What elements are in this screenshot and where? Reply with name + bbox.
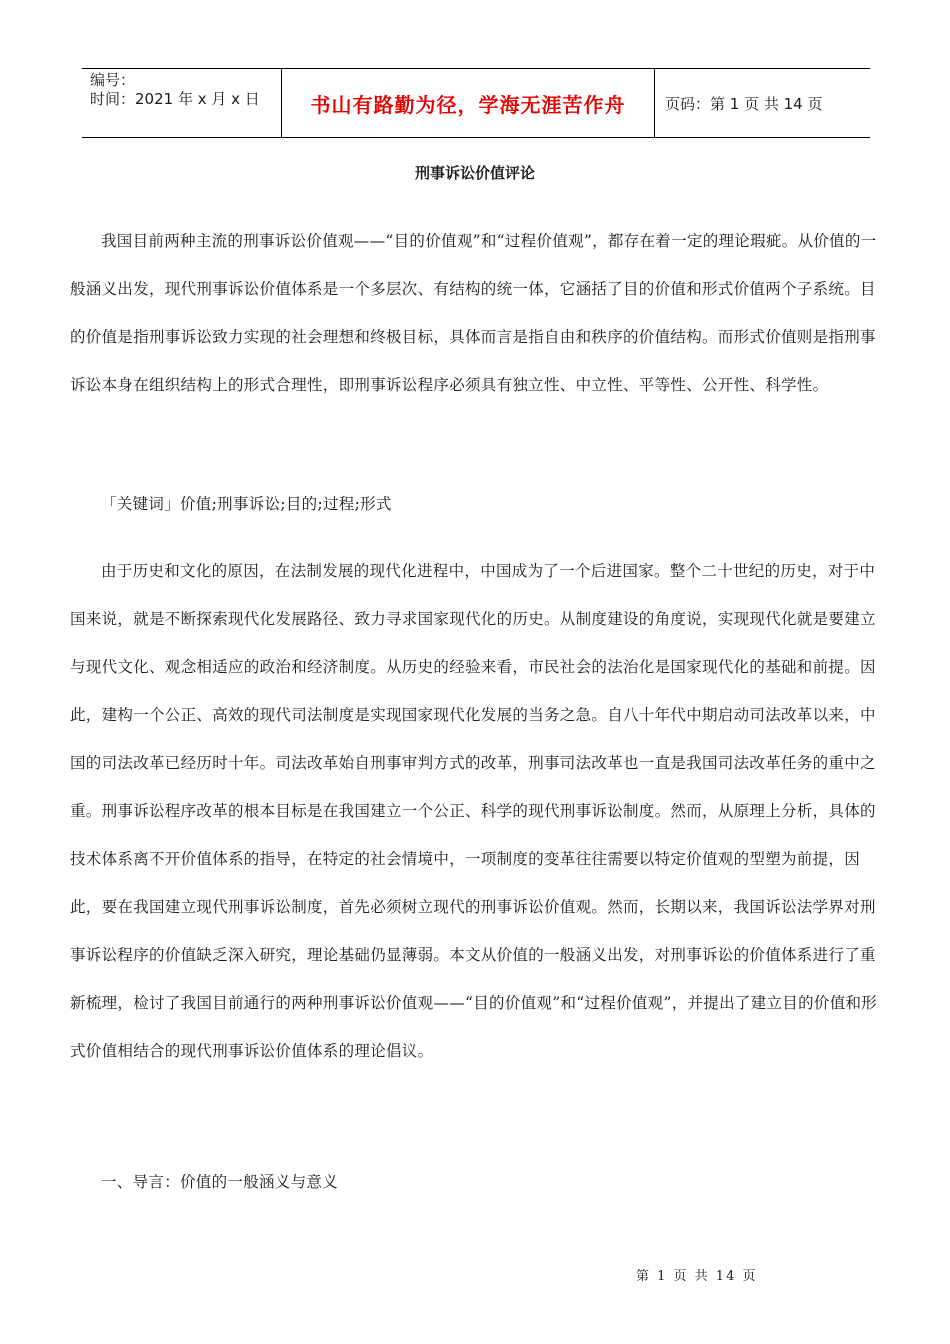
header-time-label: 时间：2021 年 x 月 x 日 [90,90,260,108]
intro-paragraph: 由于历史和文化的原因，在法制发展的现代化进程中，中国成为了一个后进国家。整个二十世纪的历史，对于中国来说，就是不断探索现代化发展路径、致力寻求国家现代化的历史。从制度建设的角度说，实现现代化就是要建立与现代文化、观念相适应的政治和经济制度。从历史的经验来看，市民社会的法治化是国家现代化的基础和前提。因此，建构一个公正、高效的现代司法制度是实现国家现代化发展的当务之急。自八十年代中期启动司法改革以来，中国的司法改革已经历时十年。司法改革始自刑事审判方式的改革，刑事司法改革也一直是我国司法改革任务的重中之重。刑事诉讼程序改革的根本目标是在我国建立一个公正、科学的现代刑事诉讼制度。然而，从原理上分析，具体的技术体系离不开价值体系的指导，在特定的社会情境中，一项制度的变革往往需要以特定价值观的型塑为前提，因此，要在我国建立现代刑事诉讼制度，首先必须树立现代的刑事诉讼价值观。然而，长期以来，我国诉讼法学界对刑事诉讼程序的价值缺乏深入研究，理论基础仍显薄弱。本文从价值的一般涵义出发，对刑事诉讼的价值体系进行了重新梳理，检讨了我国目前通行的两种刑事诉讼价值观——“目的价值观”和“过程价值观”，并提出了建立目的价值和形式价值相结合的现代刑事诉讼价值体系的理论倡议。 [70,562,878,1060]
header-page-info-cell [655,69,870,137]
keywords-block [70,480,878,528]
keywords-paragraph: 「关键词」价值;刑事诉讼;目的;过程;形式 [101,495,392,513]
section-heading: 一、导言：价值的一般涵义与意义 [101,1173,339,1191]
intro-block [70,547,878,1075]
header-page-info: 页码：第 1 页 共 14 页 [665,94,823,113]
abstract-block [70,217,878,409]
header-number-label: 编号： [90,71,136,89]
document-header [82,68,870,138]
header-meta [82,69,282,137]
section-heading-block [70,1158,878,1206]
page-footer: 第 1 页 共 14 页 [636,1269,758,1284]
document-title: 刑事诉讼价值评论 [414,164,535,182]
header-motto-cell [282,69,655,137]
abstract-paragraph: 我国目前两种主流的刑事诉讼价值观——“目的价值观”和“过程价值观”，都存在着一定的理论瑕疵。从价值的一般涵义出发，现代刑事诉讼价值体系是一个多层次、有结构的统一体，它涵括了目的价值和形式价值两个子系统。目的价值是指刑事诉讼致力实现的社会理想和终极目标，具体而言是指自由和秩序的价值结构。而形式价值则是指刑事诉讼本身在组织结构上的形式合理性，即刑事诉讼程序必须具有独立性、中立性、平等性、公开性、科学性。 [70,232,877,394]
header-motto: 书山有路勤为径，学海无涯苦作舟 [310,92,626,117]
